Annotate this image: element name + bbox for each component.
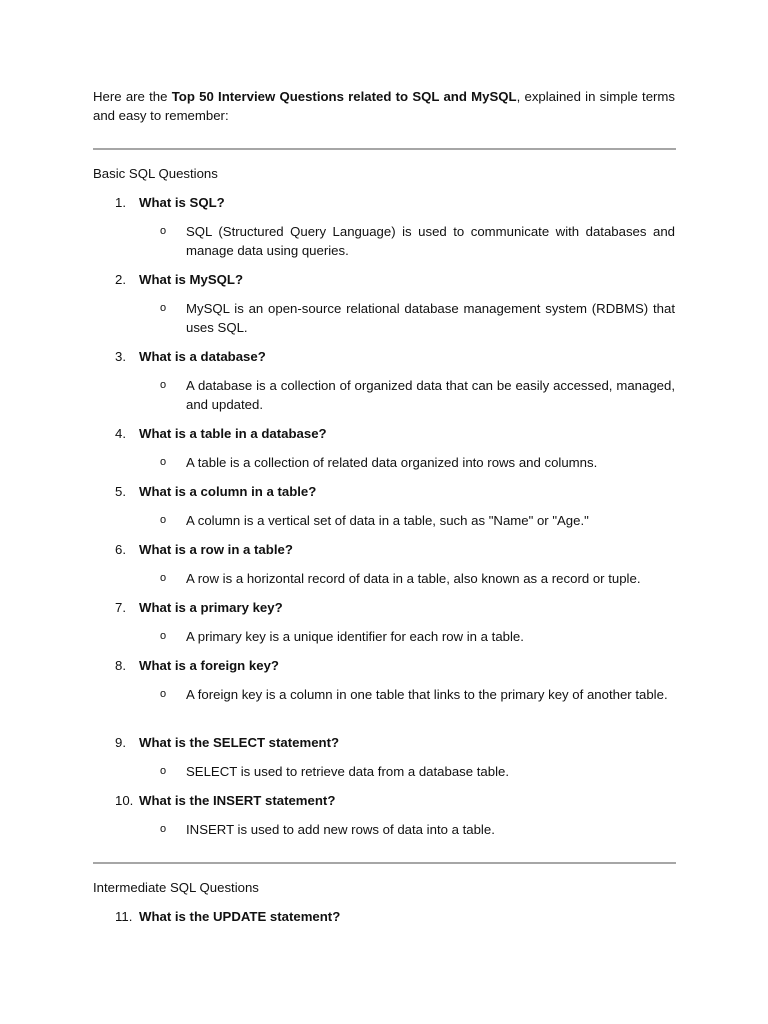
question-text: What is a column in a table?: [139, 484, 317, 499]
question-number: 1.: [115, 195, 126, 210]
intro-suffix: , explained in simple terms and easy to remember:: [93, 89, 676, 123]
question-number: 5.: [115, 484, 126, 499]
question-item: [115, 733, 675, 752]
question-number: 10.: [115, 793, 134, 808]
section-title-basic: Basic SQL Questions: [93, 166, 218, 181]
bullet-icon: o: [160, 823, 167, 835]
answer-item: [160, 627, 675, 646]
question-number: 11.: [115, 909, 133, 924]
question-item: [115, 270, 675, 289]
bullet-icon: o: [160, 302, 167, 314]
question-number: 2.: [115, 272, 126, 287]
intro-paragraph: [93, 87, 675, 125]
answer-text: A column is a vertical set of data in a table, such as "Name" or "Age.": [186, 513, 589, 528]
question-item: [115, 598, 675, 617]
bullet-icon: o: [160, 572, 167, 584]
bullet-icon: o: [160, 630, 167, 642]
question-number: 3.: [115, 349, 126, 364]
question-text: What is a database?: [139, 349, 266, 364]
intro-bold-title: Top 50 Interview Questions related to SQL and MySQL: [171, 89, 517, 104]
question-item: [115, 424, 675, 443]
section-divider: [93, 148, 676, 150]
answer-item: [160, 685, 675, 704]
question-text: What is the INSERT statement?: [139, 793, 336, 808]
answer-item: [160, 762, 675, 781]
question-item: [115, 907, 675, 926]
answer-item: [160, 820, 675, 839]
answer-text: A database is a collection of organized data that can be easily accessed, managed, and updated.: [186, 378, 675, 412]
question-number: 6.: [115, 542, 126, 557]
section-title-intermediate: Intermediate SQL Questions: [93, 880, 259, 895]
question-item: [115, 540, 675, 559]
bullet-icon: o: [160, 514, 167, 526]
question-text: What is the UPDATE statement?: [139, 909, 341, 924]
answer-text: SELECT is used to retrieve data from a database table.: [186, 764, 510, 779]
question-item: [115, 482, 675, 501]
question-item: [115, 656, 675, 675]
bullet-icon: o: [160, 765, 167, 777]
answer-text: A table is a collection of related data organized into rows and columns.: [186, 455, 598, 470]
question-item: [115, 193, 675, 212]
answer-item: [160, 511, 675, 530]
question-item: [115, 347, 675, 366]
answer-text: SQL (Structured Query Language) is used to communicate with databases and manage data using queries.: [186, 224, 675, 258]
question-text: What is a primary key?: [139, 600, 283, 615]
question-text: What is SQL?: [139, 195, 225, 210]
question-text: What is a foreign key?: [139, 658, 279, 673]
answer-item: [160, 569, 675, 588]
bullet-icon: o: [160, 225, 167, 237]
question-number: 9.: [115, 735, 126, 750]
question-text: What is the SELECT statement?: [139, 735, 340, 750]
question-number: 8.: [115, 658, 126, 673]
answer-item: [160, 299, 675, 337]
bullet-icon: o: [160, 456, 167, 468]
question-text: What is a row in a table?: [139, 542, 293, 557]
answer-text: A row is a horizontal record of data in a table, also known as a record or tuple.: [186, 571, 641, 586]
answer-text: A foreign key is a column in one table that links to the primary key of another table.: [186, 687, 668, 702]
question-item: [115, 791, 675, 810]
question-text: What is MySQL?: [139, 272, 244, 287]
answer-item: [160, 376, 675, 414]
question-text: What is a table in a database?: [139, 426, 327, 441]
intro-prefix: Here are the: [93, 89, 172, 104]
question-number: 7.: [115, 600, 126, 615]
section-divider: [93, 862, 676, 864]
answer-item: [160, 453, 675, 472]
answer-text: A primary key is a unique identifier for each row in a table.: [186, 629, 524, 644]
answer-item: [160, 222, 675, 260]
question-number: 4.: [115, 426, 126, 441]
bullet-icon: o: [160, 379, 167, 391]
answer-text: MySQL is an open-source relational database management system (RDBMS) that uses SQL.: [186, 301, 675, 335]
answer-text: INSERT is used to add new rows of data into a table.: [186, 822, 495, 837]
bullet-icon: o: [160, 688, 167, 700]
